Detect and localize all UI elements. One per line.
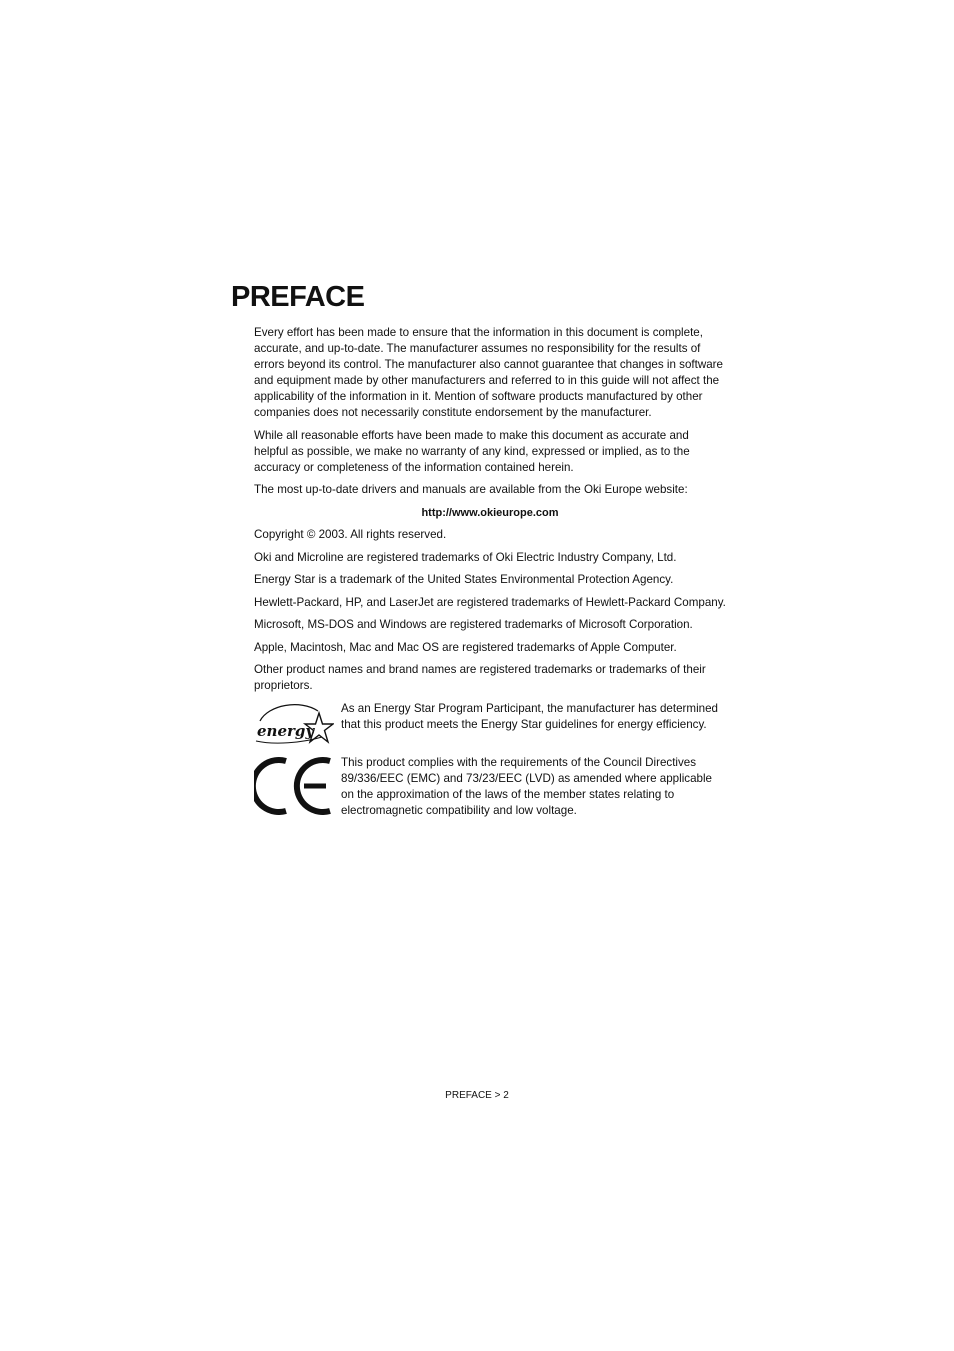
ce-mark-icon (254, 755, 341, 815)
ce-text: This product complies with the requirements of the Council Directives 89/336/EEC (EMC) and 73/23/EEC (LVD) as amended where applicable on the approximation of the laws of the member states relating to electromagnetic compatibility and low voltage. (341, 756, 712, 817)
energy-star-statement (254, 701, 726, 749)
page-title: PREFACE (231, 281, 365, 313)
document-body (254, 325, 726, 832)
trademark-hp: Hewlett-Packard, HP, and LaserJet are registered trademarks of Hewlett-Packard Company. (254, 595, 726, 609)
page-footer: PREFACE > 2 (445, 1090, 509, 1101)
energy-star-logo-icon (254, 701, 341, 749)
trademark-apple: Apple, Macintosh, Mac and Mac OS are registered trademarks of Apple Computer. (254, 640, 677, 654)
ce-statement (254, 755, 726, 826)
trademark-energy-star: Energy Star is a trademark of the United States Environmental Protection Agency. (254, 573, 674, 586)
paragraph-website: The most up-to-date drivers and manuals are available from the Oki Europe website: (254, 483, 688, 496)
trademark-oki: Oki and Microline are registered trademarks of Oki Electric Industry Company, Ltd. (254, 550, 677, 564)
website-link[interactable]: http://www.okieurope.com (421, 506, 559, 519)
energy-star-text: As an Energy Star Program Participant, the manufacturer has determined that this product meets the Energy Star guidelines for energy efficiency. (341, 701, 718, 731)
trademark-microsoft: Microsoft, MS-DOS and Windows are registered trademarks of Microsoft Corporation. (254, 618, 693, 631)
trademark-other: Other product names and brand names are registered trademarks or trademarks of their proprietors. (254, 663, 706, 692)
paragraph-warranty: While all reasonable efforts have been made to make this document as accurate and helpful as possible, we make no warranty of any kind, expressed or implied, as to the accuracy or completeness of the information contained herein. (254, 428, 690, 474)
paragraph-accuracy: Every effort has been made to ensure that the information in this document is complete, accurate, and up-to-date. The manufacturer assumes no responsibility for the results of errors beyond its control. The manufacturer also cannot guarantee that changes in software and equipment made by other manufacturers and referred to in this guide will not affect the applicability of the information in it. Mention of software products manufactured by other companies does not necessarily constitute endorsement by the manufacturer. (254, 326, 723, 419)
svg-text:energy: energy (257, 721, 315, 740)
copyright-notice: Copyright © 2003. All rights reserved. (254, 528, 447, 541)
